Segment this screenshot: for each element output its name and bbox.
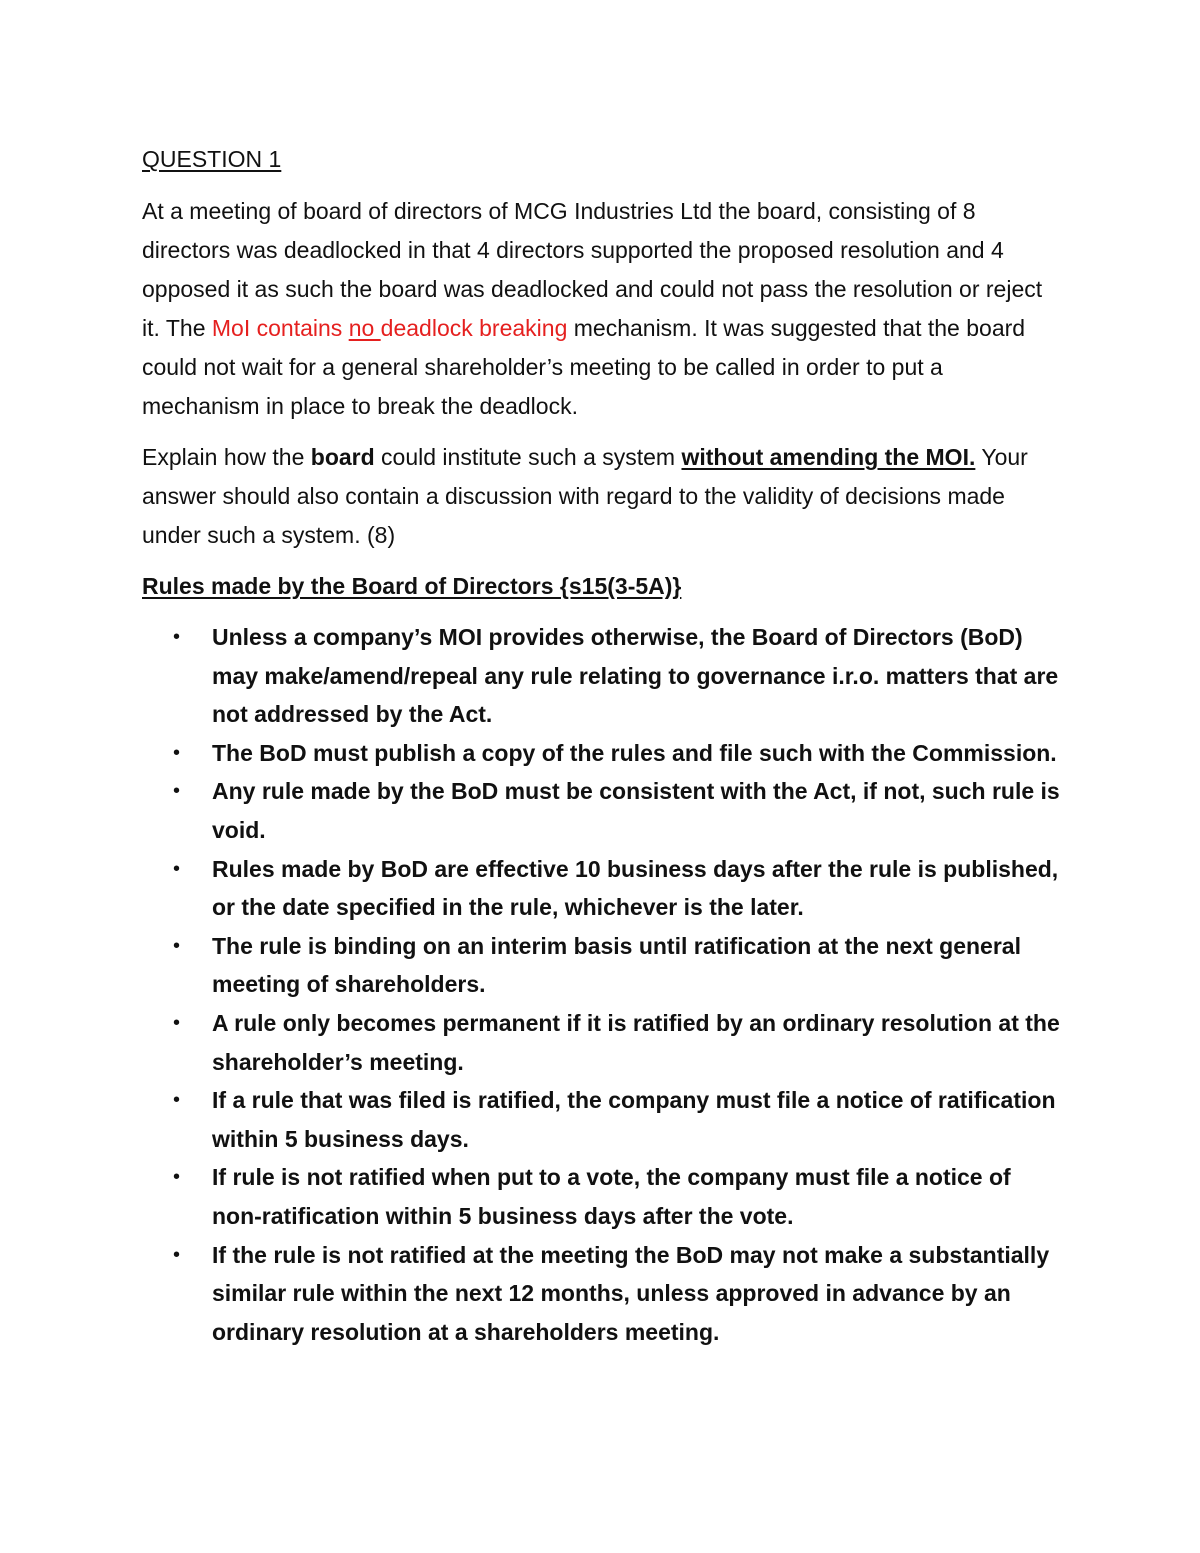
bullet-dot-icon: • bbox=[173, 741, 181, 764]
scenario-text-start: At a meeting of board of directors of MCG Industries Ltd the board, consisting of 8 directors was deadlocked in that 4 directors supported the proposed resolution and 4 opposed it as such the board was deadlocked and could not pass the resolution or reject it. The bbox=[142, 198, 1043, 341]
rule-bullet-item bbox=[142, 1236, 1062, 1352]
rule-bullet-item bbox=[142, 850, 1062, 927]
emphasis-board: board bbox=[310, 444, 375, 470]
rule-bullet-text: If a rule that was filed is ratified, the company must file a notice of ratification within 5 business days. bbox=[212, 1087, 1056, 1152]
rule-bullet-item bbox=[142, 927, 1062, 1004]
bullet-dot-icon: • bbox=[173, 1089, 181, 1112]
bullet-dot-icon: • bbox=[173, 857, 181, 880]
rule-bullet-text: The BoD must publish a copy of the rules and file such with the Commission. bbox=[212, 739, 1057, 766]
bullet-dot-icon: • bbox=[173, 1011, 181, 1034]
emphasis-without-amending: without amending the MOI. bbox=[681, 444, 976, 470]
bullet-dot-icon: • bbox=[173, 934, 181, 957]
rule-bullet-item bbox=[142, 618, 1062, 734]
rule-bullet-text: A rule only becomes permanent if it is ratified by an ordinary resolution at the shareholder’s meeting. bbox=[212, 1009, 1060, 1075]
bullet-dot-icon: • bbox=[173, 1166, 181, 1189]
scenario-text-end: mechanism. It was suggested that the board could not wait for a general shareholder’s meeting to be called in order to put a mechanism in place to break the deadlock. bbox=[142, 315, 1026, 419]
rule-bullet-item bbox=[142, 1004, 1062, 1081]
instruction-text-start: Explain how the bbox=[142, 444, 311, 470]
highlight-moi-contains: MoI contains bbox=[211, 315, 349, 341]
instruction-text-end: Your answer should also contain a discussion with regard to the validity of decisions made under such a system. (8) bbox=[142, 444, 1028, 548]
bullet-dot-icon: • bbox=[173, 1243, 181, 1266]
rules-bullet-list bbox=[142, 618, 1062, 1351]
rule-bullet-text: Unless a company’s MOI provides otherwise, the Board of Directors (BoD) may make/amend/repeal any rule relating to governance i.r.o. matters that are not addressed by the Act. bbox=[212, 624, 1059, 728]
question-instruction-paragraph bbox=[142, 438, 1062, 555]
rule-bullet-item bbox=[142, 1081, 1062, 1158]
rule-bullet-text: The rule is binding on an interim basis until ratification at the next general meeting of shareholders. bbox=[212, 932, 1021, 998]
highlight-deadlock-breaking: deadlock breaking bbox=[380, 315, 568, 341]
rule-bullet-text: If rule is not ratified when put to a vote, the company must file a notice of non-ratification within 5 business days after the vote. bbox=[212, 1164, 1011, 1229]
rule-bullet-text: Any rule made by the BoD must be consistent with the Act, if not, such rule is void. bbox=[212, 778, 1060, 843]
instruction-text-middle: could institute such a system bbox=[374, 444, 682, 470]
bullet-dot-icon: • bbox=[173, 780, 181, 803]
highlight-no: no bbox=[348, 315, 381, 341]
question-title: QUESTION 1 bbox=[142, 146, 282, 172]
rule-bullet-text: Rules made by BoD are effective 10 business days after the rule is published, or the date specified in the rule, whichever is the later. bbox=[212, 855, 1059, 921]
rule-bullet-text: If the rule is not ratified at the meeting the BoD may not make a substantially similar rule within the next 12 months, unless approved in advance by an ordinary resolution at a shareholders meeting. bbox=[212, 1241, 1050, 1345]
answer-heading: Rules made by the Board of Directors {s15(3-5A)} bbox=[142, 573, 682, 599]
rule-bullet-item bbox=[142, 772, 1062, 849]
rule-bullet-item bbox=[142, 1158, 1062, 1235]
document-page bbox=[142, 138, 1062, 1351]
bullet-dot-icon: • bbox=[173, 626, 181, 648]
rule-bullet-item bbox=[142, 734, 1062, 773]
question-scenario-paragraph bbox=[142, 192, 1062, 426]
